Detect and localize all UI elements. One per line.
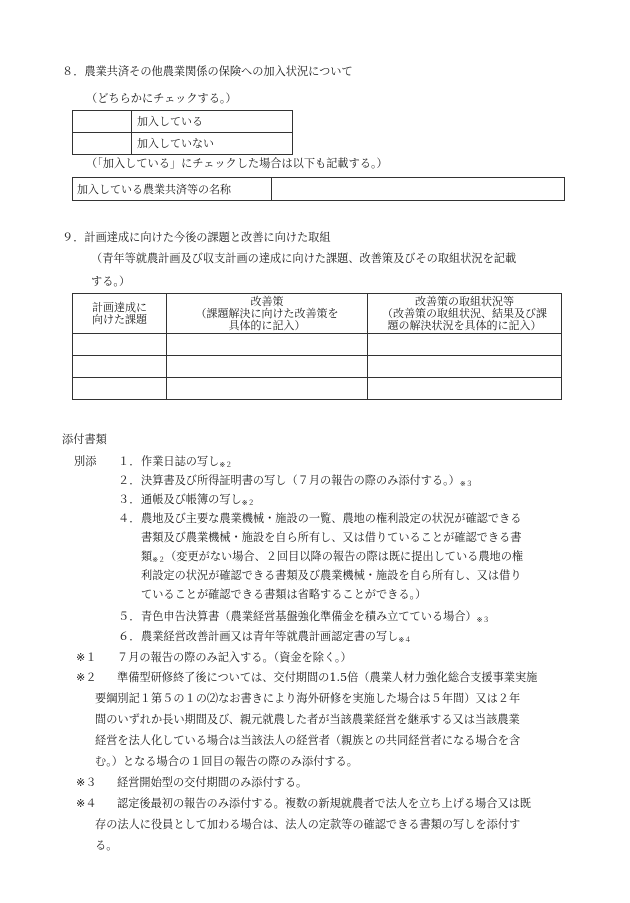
improvement-table-header: [73, 294, 562, 334]
improvement-table: [72, 293, 562, 400]
issue-cell[interactable]: [73, 356, 167, 378]
note-2-line5: む。）となる場合の１回目の報告の際のみ添付する。: [95, 755, 358, 768]
section8-instruction: （どちらかにチェックする。）: [86, 92, 237, 105]
note-label: ※３: [76, 776, 97, 789]
section9-title: ９．計画達成に向けた今後の課題と改善に向けた取組: [62, 231, 331, 244]
table-row: [73, 356, 562, 378]
attachment-num: ２．: [118, 474, 141, 487]
note-4-line2: 存の法人に役員として加わる場合は、法人の定款等の確認できる書類の写しを添付す: [95, 818, 521, 831]
attachment-item-4-line4: 利設定の状況が確認できる書類及び農業機械・施設を自ら所有し、又は借り: [141, 569, 522, 582]
attachment-num: １．: [118, 455, 141, 468]
note-1-text: ７月の報告の際のみ記入する。（資金を除く。）: [117, 651, 352, 664]
progress-cell[interactable]: [368, 356, 562, 378]
header-progress: 改善策の取組状況等 （改善策の取組状況、結果及び課 題の解決状況を具体的に記入）: [368, 294, 562, 334]
attachment-num: ５．: [118, 610, 141, 623]
attachment-item-4-line1: 農地及び主要な農業機械・施設の一覧、農地の権利設定の状況が確認できる: [141, 512, 522, 525]
table-row: [73, 378, 562, 400]
note-2-line4: 経営を法人化している場合は当該法人の経営者（親族との共同経営者になる場合を含: [95, 734, 521, 747]
attachment-item-1: 作業日誌の写し$_{※2}$: [141, 455, 233, 469]
table-row: [73, 334, 562, 356]
progress-cell[interactable]: [368, 378, 562, 400]
section9-desc-line1: （青年等就農計画及び収支計画の達成に向けた課題、改善策及びその取組状況を記載: [91, 252, 517, 265]
attachment-item-4-line2: 書類及び農業機械・施設を自ら所有し、又は借りていることが確認できる書: [141, 531, 522, 544]
header-measure: 改善策 （課題解決に向けた改善策を 具体的に記入）: [167, 294, 368, 334]
measure-cell[interactable]: [167, 356, 368, 378]
check-cell-joined[interactable]: [73, 111, 132, 133]
attachment-num: ３．: [118, 493, 141, 506]
attachments-heading: 添付書類: [62, 433, 107, 446]
note-2-line3: 間のいずれか長い期間及び、親元就農した者が当該農業経営を継承する又は当該農業: [95, 713, 520, 726]
attachments-prefix: 別添: [74, 455, 97, 468]
insurance-checkbox-table: [72, 110, 293, 155]
section8-title: ８．農業共済その他農業関係の保険への加入状況について: [62, 65, 353, 78]
issue-cell[interactable]: [73, 378, 167, 400]
attachment-item-2: 決算書及び所得証明書の写し（７月の報告の際のみ添付する。）$_{※3}$: [141, 474, 473, 488]
section8-note: （「加入している」にチェックした場合は以下も記載する。）: [86, 157, 388, 170]
issue-cell[interactable]: [73, 334, 167, 356]
section9-desc-line2: する。）: [91, 275, 131, 288]
note-4-line3: る。: [95, 839, 118, 852]
header-issue: 計画達成に 向けた課題: [73, 294, 167, 334]
note-label: ※２: [76, 671, 97, 684]
note-4-line1: 認定後最初の報告のみ添付する。複数の新規就農者で法人を立ち上げる場合又は既: [117, 797, 531, 810]
attachment-item-6: 農業経営改善計画又は青年等就農計画認定書の写し$_{※4}$: [141, 630, 412, 644]
note-label: ※１: [76, 651, 97, 664]
attachment-item-5: 青色申告決算書（農業経営基盤強化準備金を積み立てている場合）$_{※3}$: [141, 610, 490, 624]
insurance-name-label: 加入している農業共済等の名称: [73, 178, 272, 201]
note-label: ※４: [76, 797, 97, 810]
progress-cell[interactable]: [368, 334, 562, 356]
measure-cell[interactable]: [167, 334, 368, 356]
note-3-text: 経営開始型の交付期間のみ添付する。: [117, 776, 308, 789]
attachment-item-4-line3: 類$_{※2}$（変更がない場合、２回目以降の報告の際は既に提出している農地の権: [141, 550, 524, 564]
option-not-joined-label: 加入していない: [132, 133, 293, 155]
note-2-line1: 準備型研修終了後については、交付期間の1.5倍（農業人材力強化総合支援事業実施: [117, 671, 538, 684]
check-cell-not-joined[interactable]: [73, 133, 132, 155]
attachment-item-4-line5: ていることが確認できる書類は省略することができる。）: [141, 588, 427, 601]
note-2-line2: 要綱別記１第５の１の⑵なお書きにより海外研修を実施した場合は５年間）又は２年: [95, 692, 521, 705]
option-joined-label: 加入している: [132, 111, 293, 133]
insurance-name-field[interactable]: [272, 178, 565, 201]
attachment-item-3: 通帳及び帳簿の写し$_{※2}$: [141, 493, 255, 507]
attachment-num: ６．: [118, 630, 141, 643]
attachment-num: ４．: [118, 512, 141, 525]
insurance-name-table: [72, 177, 565, 201]
measure-cell[interactable]: [167, 378, 368, 400]
